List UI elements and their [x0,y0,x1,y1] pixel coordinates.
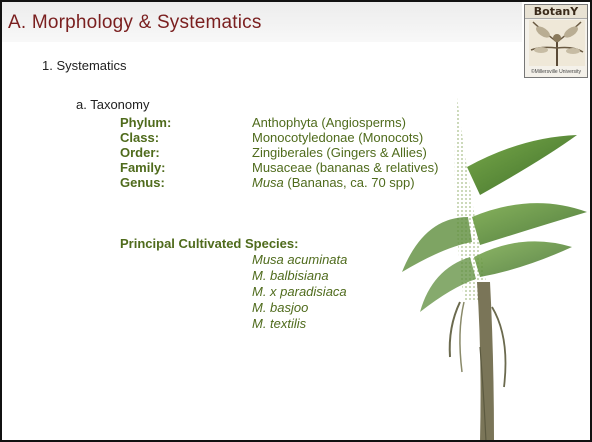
species-item: M. textilis [252,316,307,331]
subsection-heading: a. Taxonomy [76,97,150,112]
rank-label: Order: [120,145,160,160]
species-item: M. basjoo [252,300,309,315]
rank-value: Monocotyledonae (Monocots) [252,130,424,145]
genus-note: (Bananas, ca. 70 spp) [283,175,415,190]
rank-value [252,175,415,190]
rank-label: Phylum: [120,115,172,130]
species-item: M. x paradisiaca [252,284,347,299]
genus-name: Musa [252,175,284,190]
species-item: Musa acuminata [252,252,348,267]
rank-label: Family: [120,160,166,175]
principal-species-heading: Principal Cultivated Species: [120,236,299,251]
title-bar [2,2,522,42]
botany-logo [524,4,588,78]
rank-label: Genus: [120,175,165,190]
plant-sketch-icon [529,20,585,66]
rank-value: Zingiberales (Gingers & Allies) [252,145,427,160]
slide-title: A. Morphology & Systematics [8,12,262,33]
section-heading: 1. Systematics [42,58,127,73]
species-item: M. balbisiana [252,268,329,283]
rank-value: Anthophyta (Angiosperms) [252,115,406,130]
rank-value: Musaceae (bananas & relatives) [252,160,439,175]
logo-name: BotanY [525,5,587,19]
rank-label: Class: [120,130,160,145]
logo-subtitle: ©Millersville University [530,69,582,75]
